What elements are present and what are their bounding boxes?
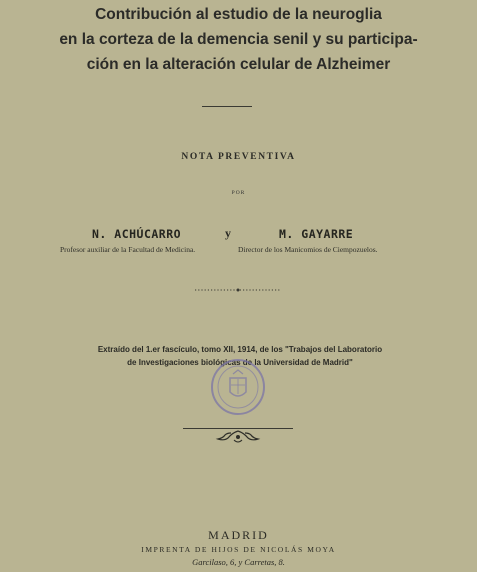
extract-line: Extraído del 1.er fascículo, tomo XII, 1914, de los "Trabajos del Laboratorio — [97, 345, 383, 354]
title-line: Contribución al estudio de la neuroglia — [95, 6, 382, 23]
title-line: en la corteza de la demencia senil y su participa- — [59, 31, 418, 48]
dotted-ornament-icon — [193, 286, 283, 294]
author-affiliation: Profesor auxiliar de la Facultad de Medicina. — [60, 245, 196, 254]
author-conjunction: y — [225, 226, 231, 240]
por-label: POR — [231, 190, 246, 196]
title-line: ción en la alteración celular de Alzheimer — [86, 56, 391, 73]
author-name: N. ACHÚCARRO — [92, 227, 182, 241]
imprint-printer: IMPRENTA DE HIJOS DE NICOLÁS MOYA — [141, 545, 336, 554]
extract-line: de Investigaciones biológicas de la Universidad de Madrid" — [127, 358, 353, 367]
nota-preventiva: NOTA PREVENTIVA — [181, 152, 296, 162]
document-title — [20, 2, 457, 77]
imprint-city: MADRID — [208, 528, 269, 542]
author-name: M. GAYARRE — [279, 227, 354, 241]
author-affiliation: Director de los Manicomios de Ciempozuelos. — [238, 245, 378, 254]
library-stamp-icon — [209, 358, 267, 416]
imprint-address: Garcilaso, 6, y Carretas, 8. — [192, 557, 285, 567]
title-divider — [202, 106, 252, 107]
floral-ornament-icon — [212, 428, 264, 444]
